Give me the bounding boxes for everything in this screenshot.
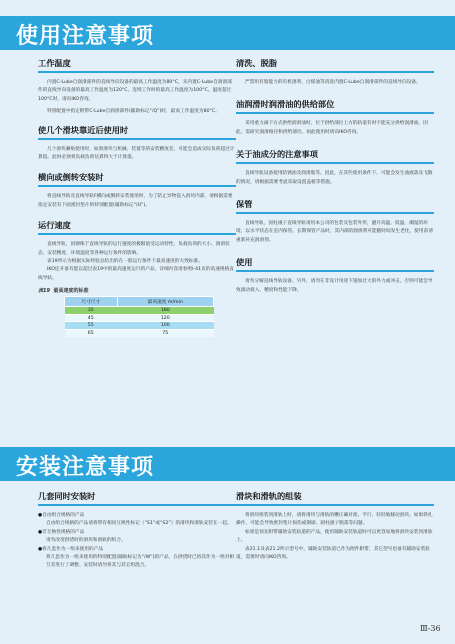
table-cell: 45	[65, 314, 118, 322]
table-title: 最高速度的标准	[53, 288, 89, 295]
bullet-text: 非互换性规格的产品	[42, 529, 85, 535]
bullet-description: 请勿改变供货时的滑块和滑轨的组合。	[46, 538, 126, 544]
paragraph: 表19所示为根据实际经验总结出的在一般运行条件下最高速度的大致标准。	[47, 259, 203, 265]
bullet-icon: ●	[38, 529, 43, 535]
heading-assembly: 滑块和滑轨的组装	[236, 491, 302, 501]
heading-rule	[38, 504, 236, 506]
left-column	[38, 58, 236, 337]
table-number: 表19	[38, 288, 50, 295]
bullet-description: 自由组合规格的产品请将带有相同互换性标记（“S1”或“S2”）的滑块和滑轨安装在一起。	[46, 521, 232, 527]
heading-degrease: 清洗、脱脂	[236, 58, 277, 68]
table-cell: 75	[117, 330, 213, 338]
paragraph: 请勿分解直线导轨设备。另外，请勿在非设计用途下施加过大的外力或冲击。否则可能会导致滚动接入、精度和性能下降。	[236, 279, 433, 293]
install-banner	[0, 447, 455, 481]
table-cell: 100	[117, 322, 213, 330]
table-row	[65, 307, 214, 315]
table-header-size: 尺寸尺寸	[65, 297, 118, 307]
bullet-icon: ●	[38, 546, 43, 552]
paragraph: 直线导轨，因钢珠于直线导轨的运行速度的极限值受运动特性、负载负荷的大小、润滑状态、安装精度、环境温度等各种运行条件的影响。	[38, 242, 230, 256]
page-number: Ⅲ-36	[420, 624, 441, 633]
paragraph: 采用重力滴下方式供给润滑油时，位于供给部位上方的轨道有时不能充分供给润滑油。因此，需研究润滑路径和供给部位。如此使用时请向IKO咨询。	[236, 121, 428, 135]
install-right-column	[236, 491, 434, 566]
right-column	[236, 58, 434, 299]
heading-rule	[236, 212, 434, 214]
paragraph: 表21.1及表21.2所示型号中，辅助安装轨道已作为附件附带，其它型号也备有辅助安装轨道，需要时请向IKO咨询。	[236, 546, 430, 561]
heading-multi-set: 几套同时安装时	[38, 491, 96, 501]
bullet-item	[38, 512, 236, 520]
banner-title-installation: 安装注意事项	[16, 455, 155, 480]
bullet-item	[38, 529, 236, 537]
heading-rule	[236, 162, 434, 164]
paragraph: IKO还开备有能以超过表19中的最高速度运行的产品，详细内容请参照Ⅰ-41页的高速规格直线导轨。	[38, 267, 234, 281]
heading-rule	[236, 504, 434, 506]
bullet-icon: ●	[38, 513, 43, 518]
heading-rule	[38, 185, 236, 187]
heading-rule	[38, 138, 236, 140]
top-banner	[0, 16, 455, 50]
table-row	[65, 314, 214, 322]
heading-close-mount: 使几个滑块靠近后使用时	[38, 124, 129, 135]
paragraph: 直线导轨设备使用防锈油及润滑脂等。因此，在其些使用条件下，可能会发生油液落及飞散的情况，请根据需要考虑采取设置盖板等措施。	[236, 171, 433, 185]
bullet-item	[38, 546, 236, 554]
paragraph: 内置C-Lube自润滑部件的直线导向设备的最高工作温度为80°C，未内置C-Lube自润滑部件的直线导向设备的最高工作温度为120°C。连续工作时的最高工作温度为100°C。温度超过100°C时，请向IKO咨询。	[38, 80, 232, 102]
heading-oil-component: 关于油成分的注意事项	[236, 149, 318, 160]
table-header-speed: 最高速度 m/min	[117, 297, 213, 307]
bullet-text: 自由组合规格的产品	[42, 513, 85, 518]
banner-title-precautions: 使用注意事项	[16, 24, 155, 49]
heading-rule	[38, 71, 236, 73]
heading-rule	[236, 270, 434, 272]
table-cell: 55	[65, 322, 118, 330]
table-cell: 35	[65, 307, 118, 315]
install-left-column	[38, 491, 236, 571]
paragraph: 将滑块组装到滑轨上时，请将滑块与滑轨的槽正确对准，平行、轻轻地移动滑块。如果斜扎操作，可能会导致密封垫片损伤或钢球、圆柱滚子脱落等问题。	[236, 513, 433, 527]
table-cell: 65	[65, 330, 118, 338]
paragraph: 将直线导轨及直线导轨F横向或倒转安装使用时，为了防止异物侵入滑块内部，请根据需要指定安装有下面密封垫片的特别配置(辅助标记“/U”)。	[38, 194, 233, 208]
max-speed-table	[64, 296, 214, 337]
heading-oil-supply: 油润滑时润滑油的供给部位	[236, 99, 335, 110]
heading-rule	[236, 112, 434, 114]
heading-rule	[236, 71, 434, 73]
heading-working-temp: 工作温度	[38, 58, 71, 68]
table-caption	[38, 287, 236, 294]
bullet-text: 将几套作为一组来使用的产品	[42, 546, 104, 552]
table-cell: 180	[117, 307, 213, 315]
table-cell: 120	[117, 314, 213, 322]
paragraph: 如果是预先附带辅助安装轨道的产品，使用辅助安装轨道时可以更容易地将滑块安装到滑轨上。	[236, 529, 433, 544]
bullet-description: 将几套作为一组来使用的特别配置(辅助标记为“/W”)的产品，在供货时已将其作为一组对相互差进行了调整。安装时请勿将其与其它组混合。	[46, 555, 235, 569]
paragraph: 几个滑块紧贴使用时，如果滑块与机械、装置等的安装精度差，可能会造成实际负荷超过计算值。此时必须将负载负荷估算得大于计算值。	[38, 146, 235, 161]
table-row	[65, 322, 214, 330]
heading-storage: 保管	[236, 199, 253, 210]
heading-rule	[38, 233, 236, 235]
heading-usage: 使用	[236, 257, 253, 268]
heading-speed: 运行速度	[38, 220, 71, 231]
paragraph: 特别配置中指定附带C-Lube自润滑部件(辅助标记“/Q”)时，最高工作温度为80°C。	[47, 109, 220, 115]
paragraph: 严禁用有脂能力的有机溶剂、白煤油等清洗内置C-Lube自润滑部件的直线导向设备。	[245, 80, 421, 85]
table-row	[65, 330, 214, 338]
heading-mounting: 横向或倒转安装时	[38, 172, 104, 183]
paragraph: 直线导轨，固柱滚子直线导轨请用本公司的包装及包装外形，避开高温、低温、潮湿的环境，以水平状态在室内保管。长期保管产品时，其内部的润滑剂可能随时间发生老化，使用前请重新补充润滑剂。	[236, 221, 433, 243]
